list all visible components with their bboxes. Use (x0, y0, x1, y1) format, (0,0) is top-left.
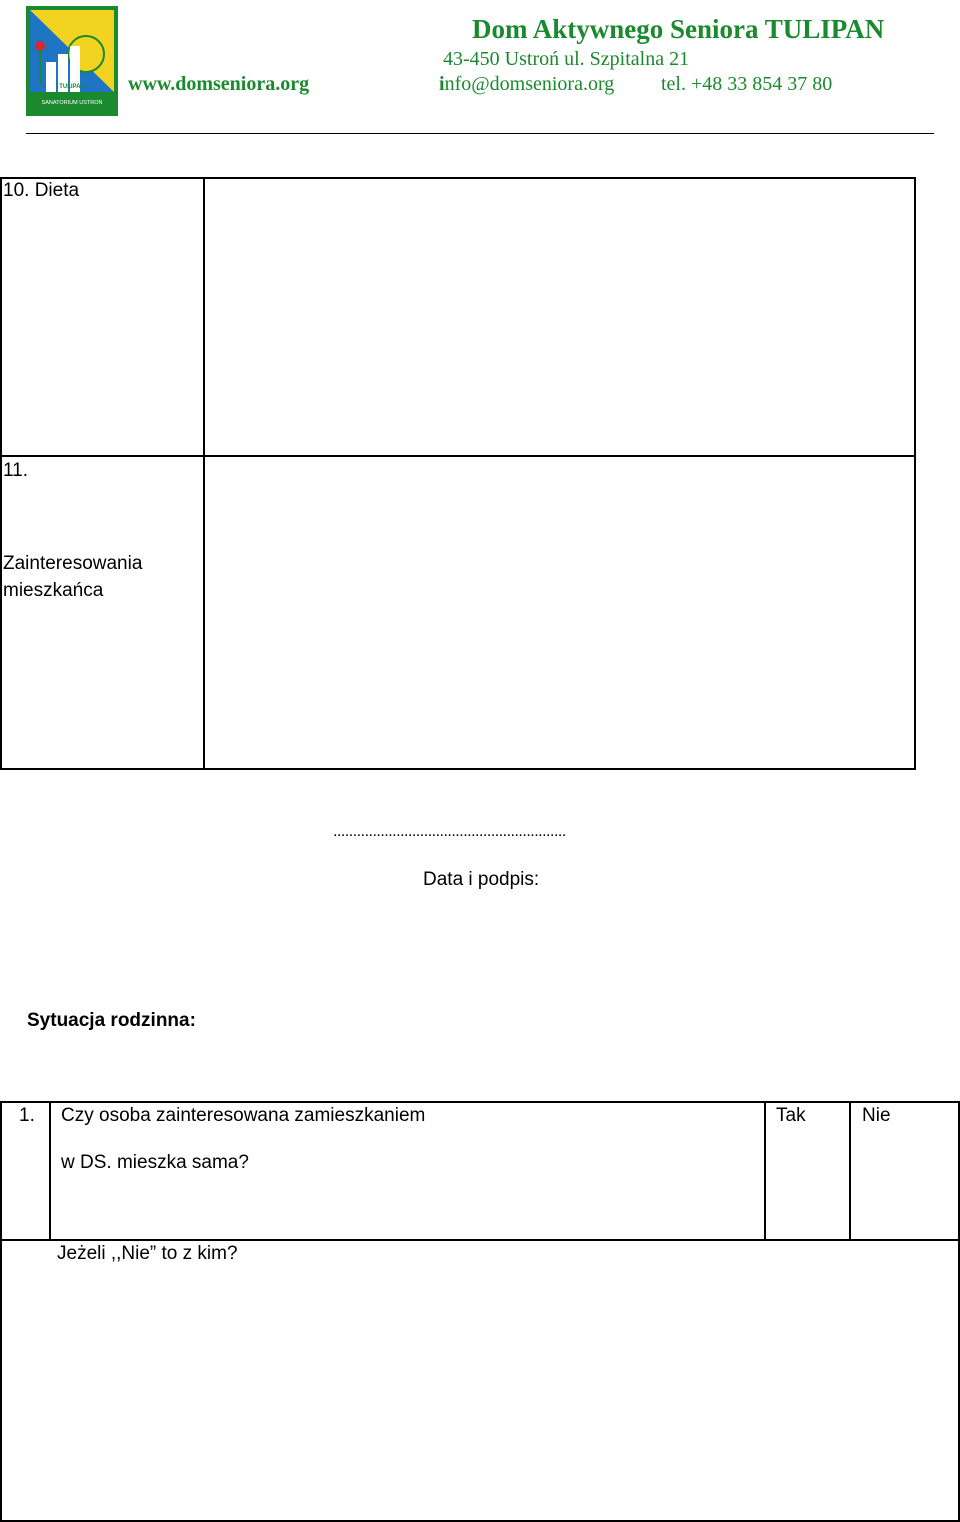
signature-dots: ........................................................... (333, 823, 566, 840)
family-table-number-divider (49, 1101, 51, 1241)
row-diet-label: 10. Dieta (3, 180, 80, 201)
logo-step-1 (46, 62, 56, 92)
family-table-no-divider (849, 1101, 851, 1241)
form-table-row-divider (0, 455, 916, 457)
answer-yes-option[interactable]: Tak (776, 1105, 806, 1126)
answer-no-option[interactable]: Nie (862, 1105, 891, 1126)
row-interests-label-line1: Zainteresowania (3, 553, 143, 574)
question-1-text-line2: w DS. mieszka sama? (61, 1152, 249, 1173)
form-table-column-divider (203, 177, 205, 770)
signature-label: Data i podpis: (423, 869, 540, 890)
question-1-number: 1. (19, 1105, 35, 1126)
diet-answer-field[interactable] (206, 180, 912, 452)
logo-tulip-icon (35, 41, 45, 51)
header-divider (26, 133, 934, 134)
interests-answer-field[interactable] (206, 459, 912, 766)
row-interests-label-line2: mieszkańca (3, 580, 104, 601)
followup-answer-field[interactable] (4, 1270, 956, 1518)
logo-label: TULIPAN (59, 84, 85, 90)
header-website-link[interactable]: www.domseniora.org (128, 73, 310, 95)
family-situation-heading: Sytuacja rodzinna: (27, 1010, 196, 1031)
email-first-letter: i (439, 73, 445, 95)
logo-sub-label: SANATORIUM USTROŃ (41, 100, 103, 106)
tulipan-logo (26, 6, 118, 116)
header-title: Dom Aktywnego Seniora TULIPAN (472, 14, 885, 44)
header-email-link[interactable] (439, 73, 614, 96)
family-table-yes-divider (764, 1101, 766, 1241)
header-address: 43-450 Ustroń ul. Szpitalna 21 (443, 48, 690, 70)
email-rest: nfo@domseniora.org (444, 73, 615, 95)
header-phone: tel. +48 33 854 37 80 (661, 73, 833, 95)
question-1-followup: Jeżeli ,,Nie” to z kim? (57, 1243, 238, 1264)
question-1-text-line1: Czy osoba zainteresowana zamieszkaniem (61, 1105, 426, 1126)
row-interests-number: 11. (3, 460, 29, 481)
